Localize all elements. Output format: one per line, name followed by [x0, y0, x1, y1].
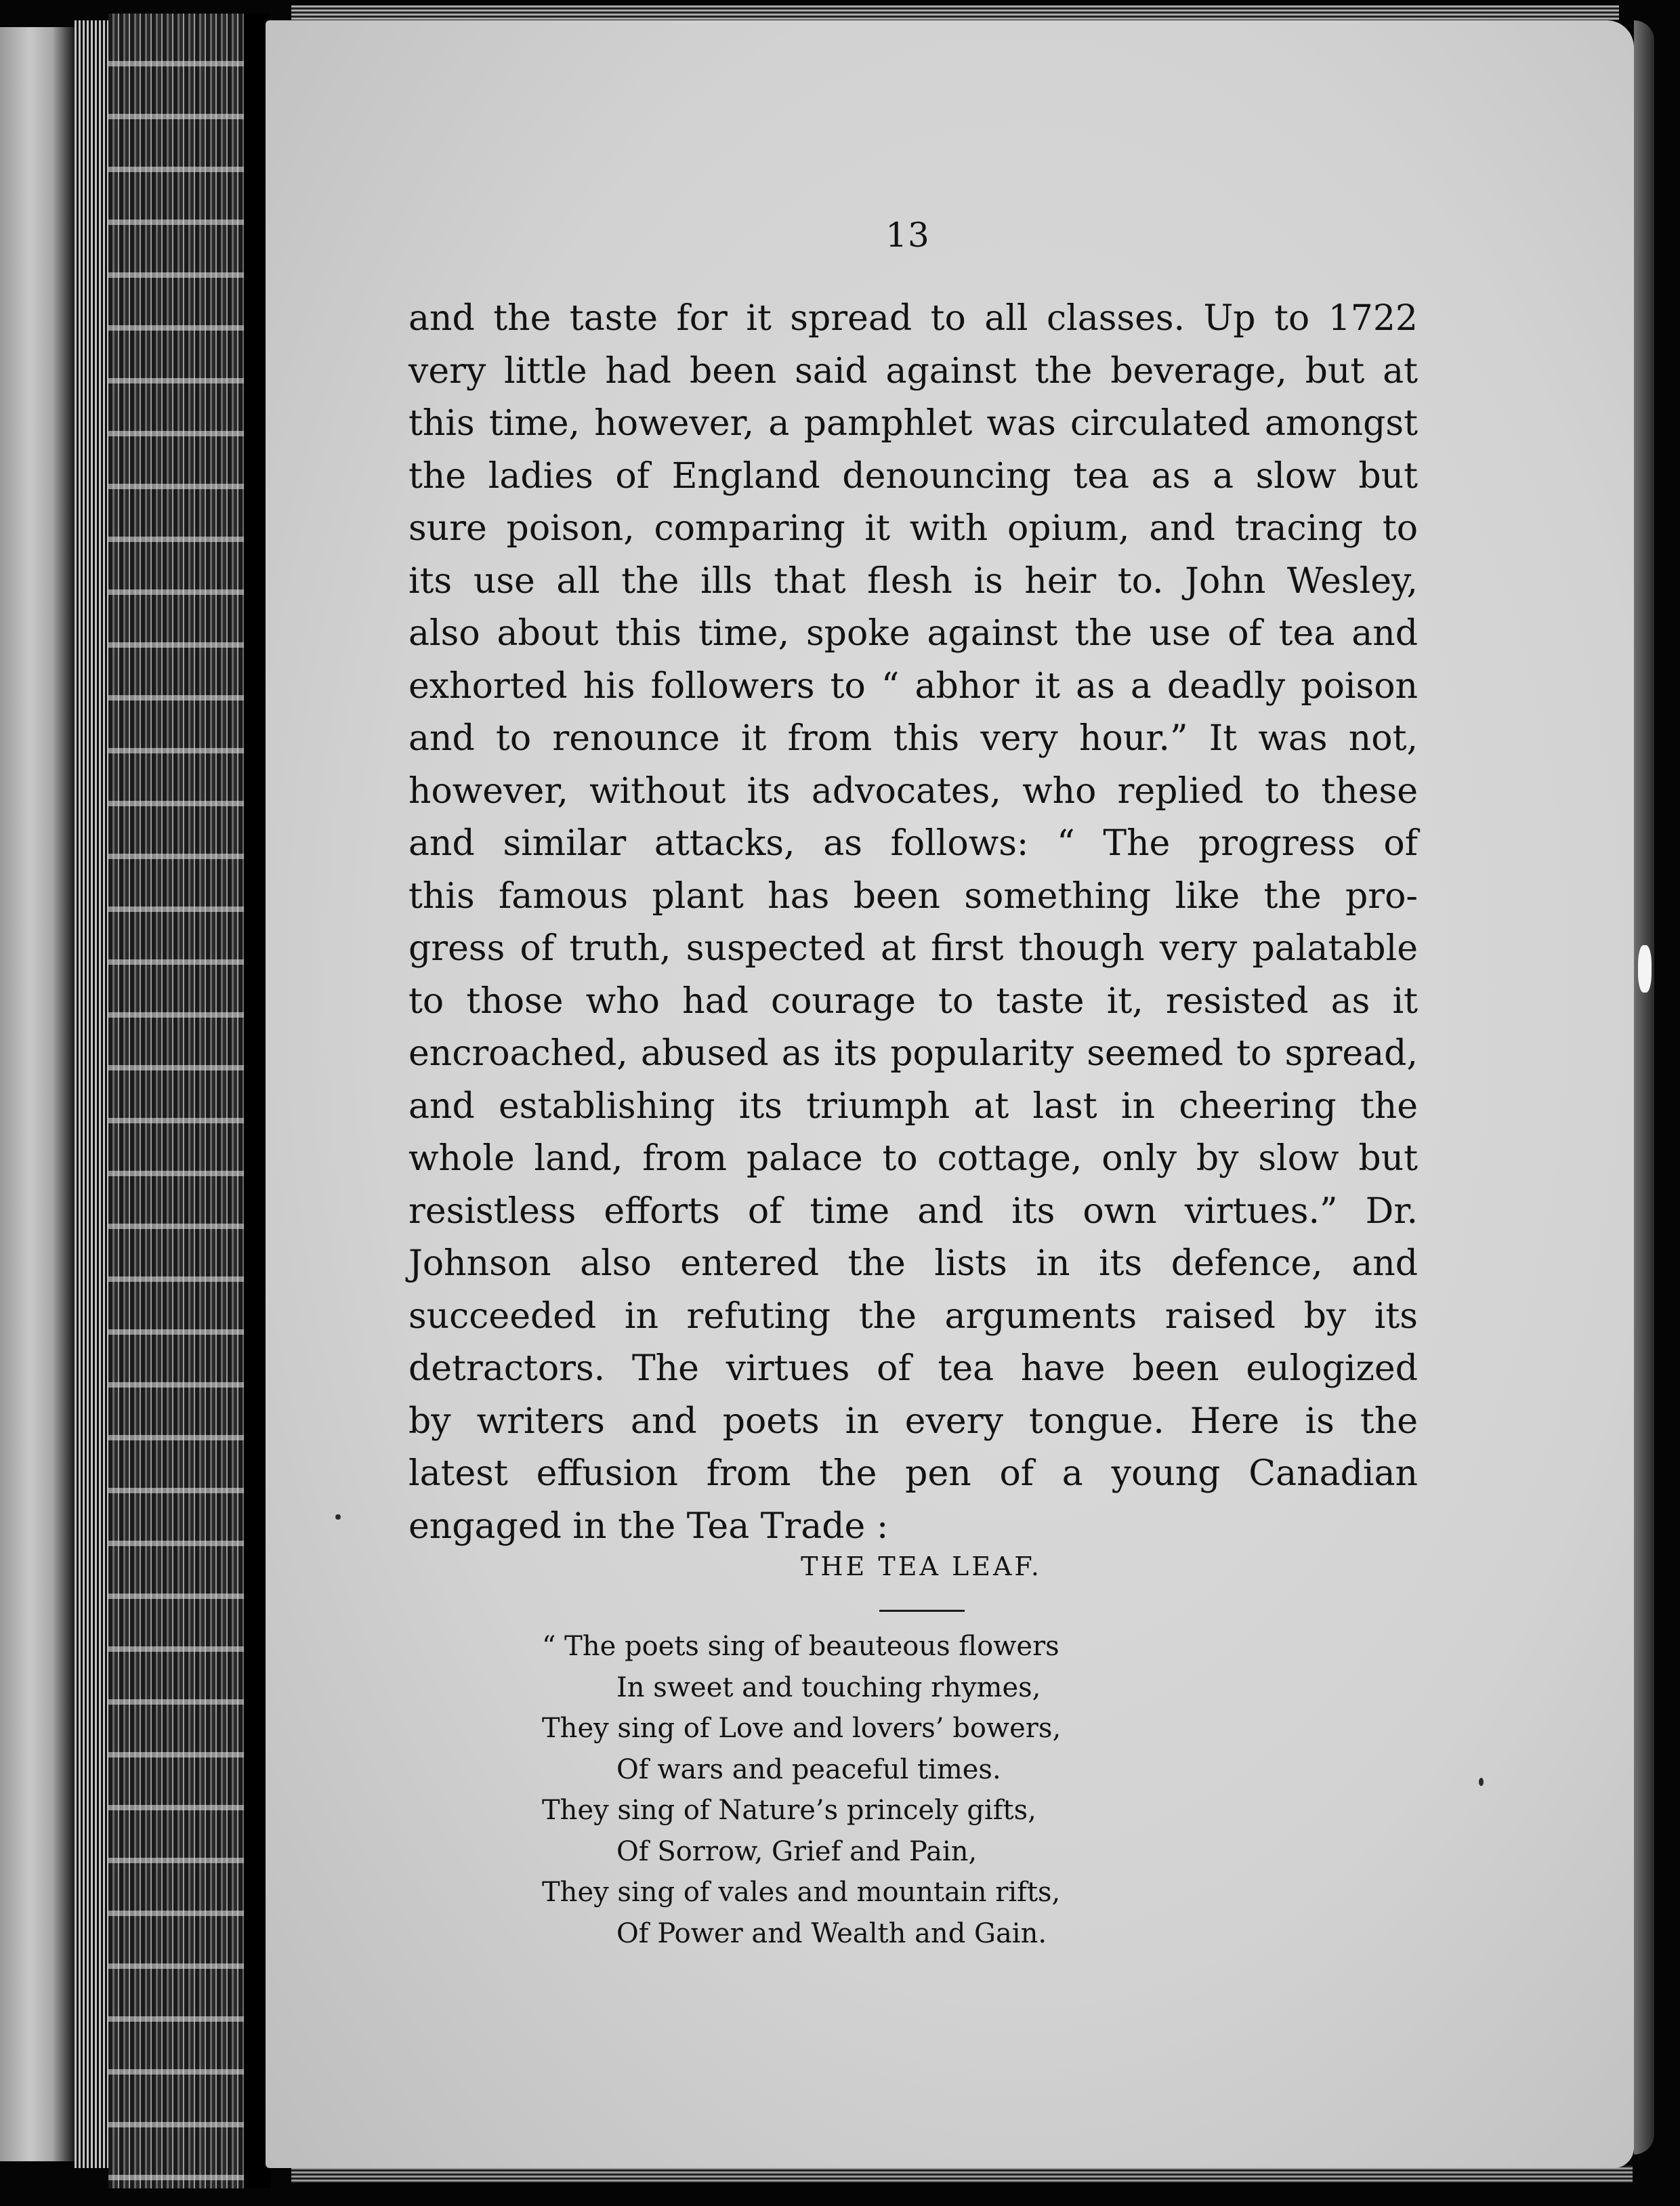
page-number: 13: [885, 215, 930, 255]
page-stack-top-edge: [291, 5, 1619, 20]
prose-line: exhorted his followers to “ abhor it as a deadly poison: [408, 665, 1418, 707]
prose-line: and to renounce it from this very hour.” It was not,: [408, 718, 1418, 759]
left-facing-page-remnant: [0, 27, 75, 2161]
prose-line: its use all the ills that flesh is heir to. John Wesley,: [408, 560, 1418, 602]
left-page-edges: [75, 20, 108, 2168]
prose-line: succeeded in refuting the arguments raised by its: [408, 1295, 1418, 1337]
prose-line: gress of truth, suspected at first though very palatable: [408, 928, 1418, 969]
poem-line: They sing of vales and mountain rifts,: [542, 1877, 1061, 1908]
poem-line: “ The poets sing of beauteous flowers: [542, 1631, 1059, 1662]
prose-line: latest effusion from the pen of a young Canadian: [408, 1453, 1418, 1494]
prose-line: whole land, from palace to cottage, only by slow but: [408, 1138, 1418, 1179]
poem-stanza: [542, 1626, 1287, 1954]
prose-line: to those who had courage to taste it, resisted as it: [408, 980, 1418, 1022]
prose-line: encroached, abused as its popularity seemed to spread,: [408, 1033, 1418, 1074]
prose-line: this famous plant has been something like the pro-: [408, 875, 1418, 917]
poem-line: They sing of Love and lovers’ bowers,: [542, 1713, 1062, 1744]
scan-speck: [335, 1514, 341, 1520]
prose-line: detractors. The virtues of tea have been eulogized: [408, 1348, 1418, 1389]
poem-line: In sweet and touching rhymes,: [616, 1671, 1041, 1703]
poem-title: THE TEA LEAF.: [801, 1552, 1042, 1581]
prose-line: and the taste for it spread to all classes. Up to 1722: [408, 298, 1418, 339]
page-stack-right-edge: [1634, 20, 1654, 2155]
book-spine-gutter: [108, 14, 264, 2188]
poem-line: Of Power and Wealth and Gain.: [616, 1917, 1047, 1949]
prose-line: also about this time, spoke against the use of tea and: [408, 613, 1418, 654]
scan-speck: [1479, 1778, 1484, 1786]
prose-line: and similar attacks, as follows: “ The progress of: [408, 823, 1418, 864]
poem-line: Of wars and peaceful times.: [616, 1753, 1001, 1785]
prose-line: this time, however, a pamphlet was circulated amongst: [408, 403, 1418, 444]
prose-paragraph: [408, 293, 1418, 1553]
binding-tear-mark: [1638, 945, 1652, 993]
prose-line: the ladies of England denouncing tea as a slow but: [408, 455, 1418, 497]
prose-line: by writers and poets in every tongue. Here is the: [408, 1400, 1418, 1442]
prose-line: engaged in the Tea Trade :: [408, 1505, 889, 1547]
prose-line: resistless efforts of time and its own virtues.” Dr.: [408, 1190, 1418, 1232]
poem-line: They sing of Nature’s princely gifts,: [542, 1795, 1036, 1826]
prose-line: however, without its advocates, who replied to these: [408, 770, 1418, 812]
poem-line: Of Sorrow, Grief and Pain,: [616, 1835, 978, 1867]
prose-line: very little had been said against the beverage, but at: [408, 350, 1418, 392]
prose-line: sure poison, comparing it with opium, and tracing to: [408, 508, 1418, 549]
title-rule-divider: [879, 1610, 965, 1612]
prose-line: Johnson also entered the lists in its defence, and: [408, 1243, 1418, 1284]
prose-line: and establishing its triumph at last in cheering the: [408, 1085, 1418, 1127]
